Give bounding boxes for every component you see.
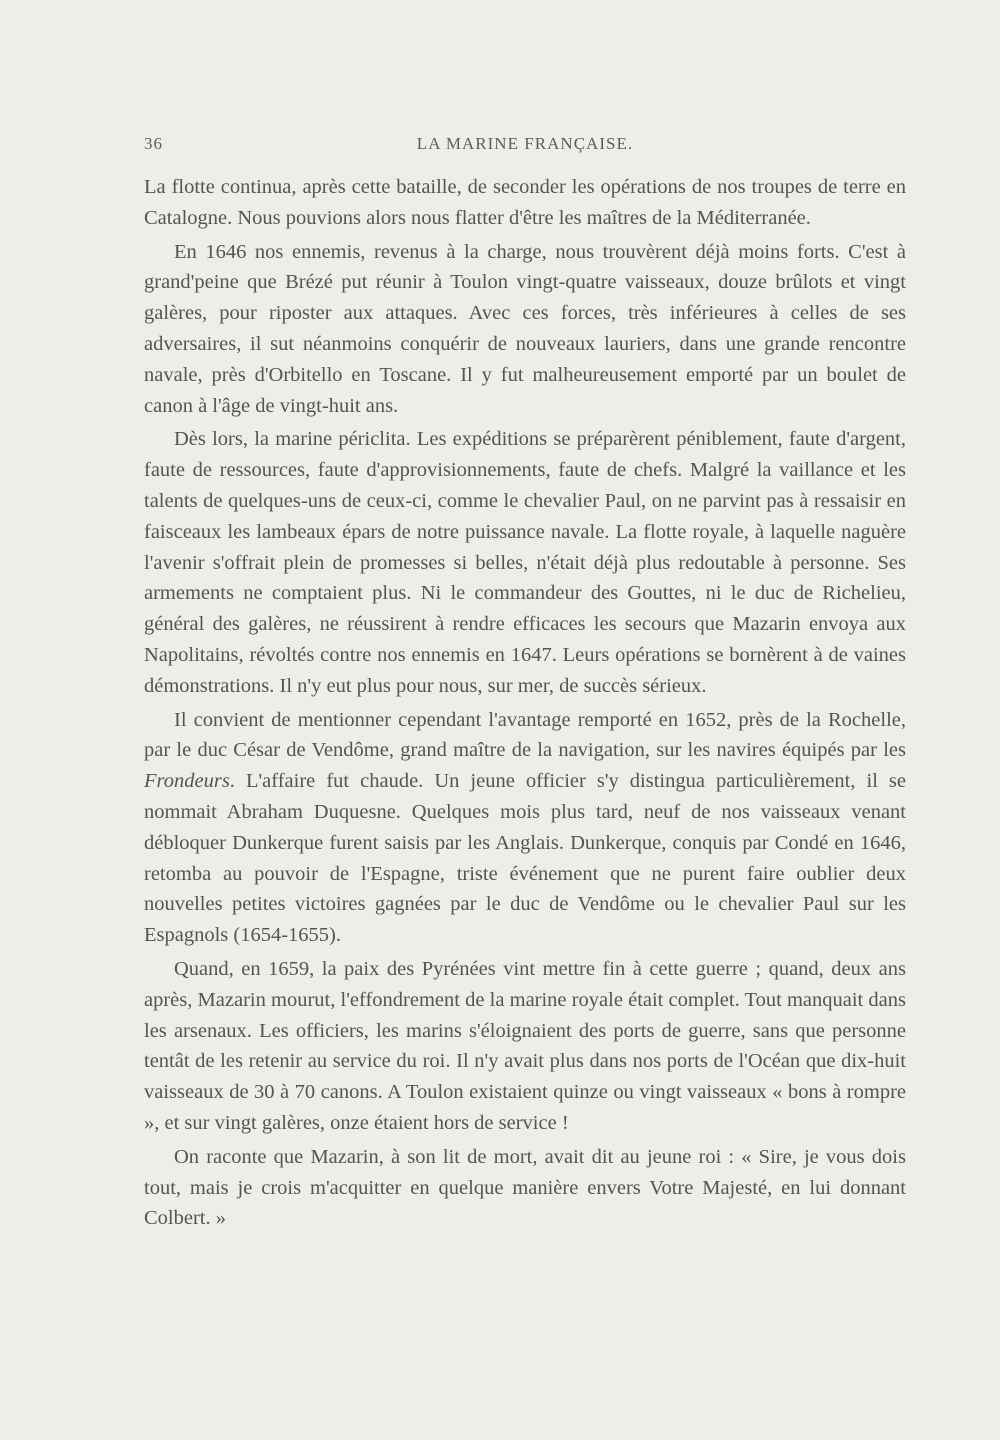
page-number: 36 bbox=[144, 134, 164, 153]
running-title: LA MARINE FRANÇAISE. bbox=[416, 134, 634, 153]
body-text bbox=[144, 172, 906, 1237]
paragraph-2: En 1646 nos ennemis, revenus à la charge, nous trouvèrent déjà moins forts. C'est à grand'peine que Brézé put réunir à Toulon vingt-quatre vaisseaux, douze brûlots et vingt galères, pour riposter aux attaques. Avec ces forces, très inférieures à celles de ses adversaires, il sut néanmoins conquérir de nouveaux lauriers, dans une grande rencontre navale, près d'Orbitello en Toscane. Il y fut malheureusement emporté par un boulet de canon à l'âge de vingt-huit ans. bbox=[144, 240, 906, 417]
paragraph-4-before: Il convient de mentionner cependant l'avantage remporté en 1652, près de la Rochelle, par le duc César de Vendôme, grand maître de la navigation, sur les navires équipés par les bbox=[144, 708, 906, 762]
paragraph-4 bbox=[144, 705, 906, 951]
paragraph-1: La flotte continua, après cette bataille, de seconder les opérations de nos troupes de terre en Catalogne. Nous pouvions alors nous flatter d'être les maîtres de la Méditerranée. bbox=[144, 176, 906, 229]
paragraph-4-after: . L'affaire fut chaude. Un jeune officier s'y distingua particulièrement, il se nommait Abraham Duquesne. Quelques mois plus tard, neuf de nos vaisseaux venant débloquer Dunkerque furent saisis par les Anglais. Dunkerque, conquis par Condé en 1646, retomba au pouvoir de l'Espagne, triste événement que ne purent faire oublier deux nouvelles petites victoires gagnées par le duc de Vendôme ou le chevalier Paul sur les Espagnols (1654-1655). bbox=[144, 770, 906, 947]
paragraph-3: Dès lors, la marine périclita. Les expéditions se préparèrent péniblement, faute d'argent, faute de ressources, faute d'approvisionnements, faute de chefs. Malgré la vaillance et les talents de quelques-uns de ceux-ci, comme le chevalier Paul, on ne parvint pas à ressaisir en faisceaux les lambeaux épars de notre puissance navale. La flotte royale, à laquelle naguère l'avenir s'offrait plein de promesses si belles, n'était déjà plus redoutable à personne. Ses armements ne comptaient plus. Ni le commandeur des Gouttes, ni le duc de Richelieu, général des galères, ne réussirent à rendre efficaces les secours que Mazarin envoya aux Napolitains, révoltés contre nos ennemis en 1647. Leurs opérations se bornèrent à de vaines démonstrations. Il n'y eut plus pour nous, sur mer, de succès sérieux. bbox=[144, 428, 906, 697]
paragraph-5: Quand, en 1659, la paix des Pyrénées vint mettre fin à cette guerre ; quand, deux ans après, Mazarin mourut, l'effondrement de la marine royale était complet. Tout manquait dans les arsenaux. Les officiers, les marins s'éloignaient des ports de guerre, sans que personne tentât de les retenir au service du roi. Il n'y avait plus dans nos ports de l'Océan que dix-huit vaisseaux de 30 à 70 canons. A Toulon existaient quinze ou vingt vaisseaux « bons à rompre », et sur vingt galères, onze étaient hors de service ! bbox=[144, 957, 906, 1134]
running-head bbox=[144, 130, 906, 160]
paragraph-6: On raconte que Mazarin, à son lit de mort, avait dit au jeune roi : « Sire, je vous dois tout, mais je crois m'acquitter en quelque manière envers Votre Majesté, en lui donnant Colbert. » bbox=[144, 1145, 906, 1230]
paragraph-4-emphasis: Frondeurs bbox=[144, 770, 230, 793]
